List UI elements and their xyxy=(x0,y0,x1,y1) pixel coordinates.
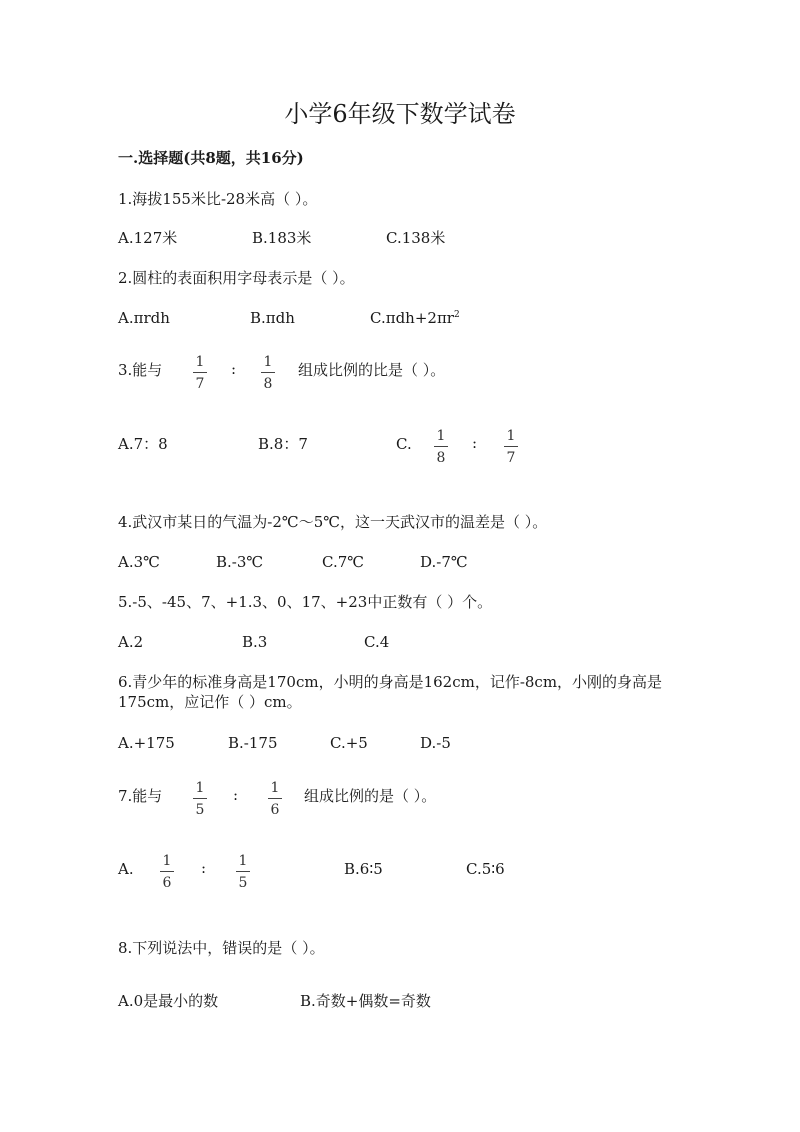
q3-c-fraction-1-numerator: 1 xyxy=(436,428,446,444)
q3-colon: : xyxy=(231,360,237,378)
q7-option-a-label[interactable]: A. xyxy=(118,860,134,878)
q6-option-c[interactable]: C.+5 xyxy=(330,734,368,752)
q2-option-c-exponent: 2 xyxy=(453,310,460,320)
page-title: 小学6年级下数学试卷 xyxy=(284,100,516,128)
q3-fraction-1-denominator: 7 xyxy=(195,376,205,392)
q7-fraction-2-numerator: 1 xyxy=(270,780,280,796)
q7-a-fraction-1-denominator: 6 xyxy=(162,875,172,891)
q3-option-c-colon: : xyxy=(472,434,478,452)
q2-option-c-text: C.πdh+2πr xyxy=(370,309,454,327)
q7-a-fraction-2-numerator: 1 xyxy=(238,853,248,869)
q7-colon: : xyxy=(233,786,239,804)
q8-option-b[interactable]: B.奇数+偶数=奇数 xyxy=(300,992,431,1010)
q7-option-a-colon: : xyxy=(201,859,207,877)
q3-fraction-2-numerator: 1 xyxy=(263,354,273,370)
question-3-prefix: 3.能与 xyxy=(118,361,163,379)
q1-option-a[interactable]: A.127米 xyxy=(118,229,178,247)
q6-option-d[interactable]: D.-5 xyxy=(420,734,451,752)
q3-fraction-1-numerator: 1 xyxy=(195,354,205,370)
question-3-suffix: 组成比例的比是（ ）。 xyxy=(298,361,446,379)
q3-c-fraction-2-denominator: 7 xyxy=(506,450,516,466)
q3-option-c-fraction-1 xyxy=(434,428,448,466)
q4-option-d[interactable]: D.-7℃ xyxy=(420,553,468,571)
q4-option-a[interactable]: A.3℃ xyxy=(118,553,160,571)
q3-option-c-fraction-2 xyxy=(504,428,518,466)
q2-option-b[interactable]: B.πdh xyxy=(250,309,295,327)
q3-fraction-2 xyxy=(261,354,275,392)
question-7-prefix: 7.能与 xyxy=(118,787,163,805)
question-6-line-1: 6.青少年的标准身高是170cm，小明的身高是162cm，记作-8cm，小刚的身高是 xyxy=(118,673,663,691)
section-heading: 一.选择题(共8题，共16分) xyxy=(118,149,304,167)
q8-option-a[interactable]: A.0是最小的数 xyxy=(118,992,219,1010)
q6-option-a[interactable]: A.+175 xyxy=(118,734,175,752)
q3-option-b[interactable]: B.8：7 xyxy=(258,435,308,453)
q3-c-fraction-1-denominator: 8 xyxy=(436,450,446,466)
q3-option-c-label[interactable]: C. xyxy=(396,435,412,453)
q7-fraction-1 xyxy=(193,780,207,818)
q7-option-a-fraction-1 xyxy=(160,853,174,891)
q3-fraction-2-denominator: 8 xyxy=(263,376,273,392)
q7-fraction-2-denominator: 6 xyxy=(270,802,280,818)
q1-option-b[interactable]: B.183米 xyxy=(252,229,312,247)
question-6-line-2: 175cm，应记作（ ）cm。 xyxy=(118,693,302,711)
q7-a-fraction-1-numerator: 1 xyxy=(162,853,172,869)
q7-fraction-2 xyxy=(268,780,282,818)
q6-option-b[interactable]: B.-175 xyxy=(228,734,278,752)
q7-a-fraction-2-denominator: 5 xyxy=(238,875,248,891)
q5-option-b[interactable]: B.3 xyxy=(242,633,268,651)
q7-option-c[interactable]: C.5∶6 xyxy=(466,860,505,878)
question-5: 5.-5、-45、7、+1.3、0、17、+23中正数有（ ）个。 xyxy=(118,593,493,611)
q7-fraction-1-denominator: 5 xyxy=(195,802,205,818)
q5-option-a[interactable]: A.2 xyxy=(118,633,144,651)
q3-fraction-1 xyxy=(193,354,207,392)
q2-option-a[interactable]: A.πrdh xyxy=(118,309,170,327)
question-1: 1.海拔155米比-28米高（ ）。 xyxy=(118,190,318,208)
question-8: 8.下列说法中，错误的是（ ）。 xyxy=(118,939,325,957)
q7-option-b[interactable]: B.6∶5 xyxy=(344,860,383,878)
question-2: 2.圆柱的表面积用字母表示是（ ）。 xyxy=(118,269,355,287)
q2-option-c[interactable] xyxy=(370,308,460,328)
q7-option-a-fraction-2 xyxy=(236,853,250,891)
q3-option-a[interactable]: A.7：8 xyxy=(118,435,168,453)
q4-option-b[interactable]: B.-3℃ xyxy=(216,553,264,571)
q5-option-c[interactable]: C.4 xyxy=(364,633,390,651)
q4-option-c[interactable]: C.7℃ xyxy=(322,553,365,571)
q1-option-c[interactable]: C.138米 xyxy=(386,229,446,247)
q7-fraction-1-numerator: 1 xyxy=(195,780,205,796)
q3-c-fraction-2-numerator: 1 xyxy=(506,428,516,444)
question-7-suffix: 组成比例的是（ ）。 xyxy=(304,787,437,805)
question-4: 4.武汉市某日的气温为-2℃～5℃，这一天武汉市的温差是（ ）。 xyxy=(118,513,548,531)
